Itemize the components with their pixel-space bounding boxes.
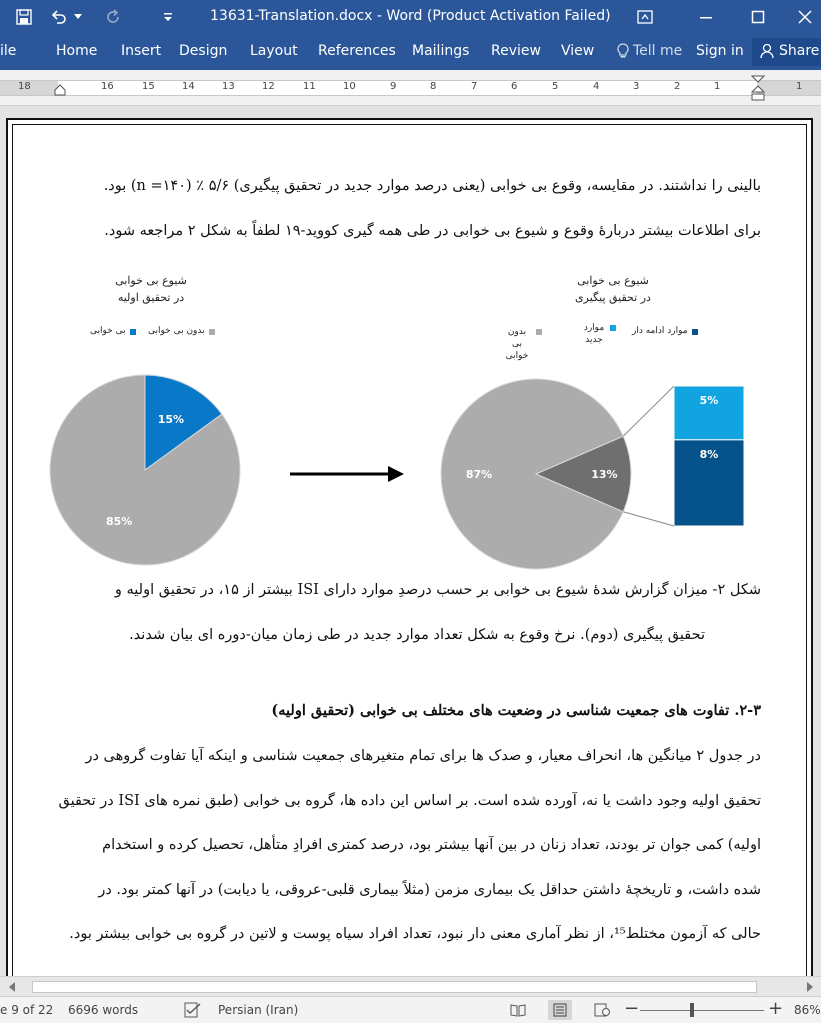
- section-heading[interactable]: ۲-۳. تفاوت های جمعیت شناسی در وضعیت های مختلف بی خوابی (تحقیق اولیه): [271, 702, 761, 719]
- save-button[interactable]: [6, 0, 42, 34]
- figure: [8, 260, 811, 570]
- ruler-number: 12: [262, 81, 275, 92]
- ruler-number: 13: [222, 81, 235, 92]
- redo-button[interactable]: [98, 0, 128, 34]
- zoom-slider-track[interactable]: [640, 1010, 764, 1011]
- ruler-margin-right: [757, 81, 821, 95]
- title-bar: [0, 0, 821, 34]
- ruler-number: 15: [142, 81, 155, 92]
- document-canvas[interactable]: [0, 106, 821, 976]
- chart-title-line: شیوع بی خوابی: [115, 274, 187, 287]
- ruler-number: 9: [390, 81, 397, 92]
- status-bar: [0, 996, 821, 1023]
- chart-title-line: شیوع بی خوابی: [577, 274, 649, 287]
- breakdown-bar-label: 8%: [699, 447, 719, 461]
- share-label: Share: [779, 43, 820, 59]
- ruler-number: 16: [101, 81, 114, 92]
- ruler-number: 5: [552, 81, 559, 92]
- tab-view[interactable]: View: [561, 43, 595, 59]
- zoom-slider-thumb[interactable]: [690, 1003, 694, 1017]
- body-line[interactable]: شده داشت، و تاریخچهٔ داشتن حداقل یک بیماری مزمن (مثلاً بیماری قلبی-عروقی، یا دیابت) در آنها کمتر بود. در: [98, 882, 761, 898]
- right-indent-marker[interactable]: [751, 72, 765, 104]
- legend-label: موارد جدید: [583, 323, 605, 345]
- tab-file[interactable]: ile: [0, 43, 17, 59]
- ruler[interactable]: [0, 70, 821, 106]
- ribbon-tabs: [0, 34, 821, 70]
- pie-slice-label: 87%: [465, 468, 493, 481]
- zoom-in-button[interactable]: +: [768, 998, 784, 1019]
- scrollbar-thumb[interactable]: [32, 981, 757, 993]
- tab-insert[interactable]: Insert: [121, 43, 162, 59]
- figure-caption-line[interactable]: شکل ۲- میزان گزارش شدهٔ شیوع بی خوابی بر حسب درصدِ موارد دارای ISI بیشتر از ۱۵، در تحقیق اولیه و: [114, 582, 761, 598]
- tab-layout[interactable]: Layout: [250, 43, 298, 59]
- minimize-button[interactable]: [686, 0, 726, 34]
- close-button[interactable]: [788, 0, 821, 34]
- save-icon: [15, 8, 33, 26]
- figure-svg: [8, 260, 811, 570]
- ruler-number: 3: [633, 81, 640, 92]
- tab-home[interactable]: Home: [56, 43, 98, 59]
- zoom-level[interactable]: 86%: [794, 1003, 821, 1017]
- paragraph-line[interactable]: بالینی را نداشتند. در مقایسه، وقوع بی خوابی (یعنی درصد موارد جدید در تحقیق پیگیری) ۵/۶ ٪ (n =۱۴۰) بود.: [103, 178, 761, 194]
- word-count[interactable]: 6696 words: [68, 1003, 139, 1017]
- undo-dropdown[interactable]: [72, 0, 84, 34]
- undo-button[interactable]: [44, 0, 74, 34]
- scroll-right-icon[interactable]: [806, 982, 814, 992]
- zoom-out-button[interactable]: −: [624, 998, 640, 1019]
- customize-icon: [163, 12, 173, 22]
- legend-label: بی خوابی: [90, 326, 126, 336]
- legend-label: بدون بی خوابی: [505, 327, 529, 361]
- share-button[interactable]: [752, 38, 821, 66]
- chart-title-line: در تحقیق پیگیری: [575, 291, 651, 304]
- read-mode-icon[interactable]: [510, 1003, 526, 1017]
- close-icon: [798, 10, 812, 24]
- ruler-track: [0, 80, 821, 96]
- ribbon-display-icon: [637, 10, 653, 24]
- body-line[interactable]: در جدول ۲ میانگین ها، انحراف معیار، و صدک ها برای تمام متغیرهای جمعیت شناسی و اینکه آیا تفاوت گروهی در: [85, 748, 761, 764]
- sign-in-link[interactable]: Sign in: [696, 43, 744, 59]
- ruler-number: 1: [714, 81, 721, 92]
- ruler-number: 1: [796, 81, 803, 92]
- left-indent-marker[interactable]: [54, 82, 66, 96]
- ruler-number: 4: [593, 81, 600, 92]
- proofing-icon[interactable]: [184, 1002, 202, 1018]
- ruler-number: 6: [511, 81, 518, 92]
- tab-references[interactable]: References: [318, 43, 396, 59]
- body-line[interactable]: اولیه) کمی جوان تر بودند، تعداد زنان در بین آنها بیشتر بود، درصد کمتری افرادِ متأهل، تحصیل کرده و استخدام: [102, 837, 761, 853]
- legend-label: بدون بی خوابی: [148, 326, 205, 336]
- ruler-number: 18: [18, 81, 31, 92]
- maximize-icon: [751, 10, 765, 24]
- minimize-icon: [699, 10, 713, 24]
- body-line[interactable]: حالی که آزمون مختلط¹⁵، از نظر آماری معنی دار نبود، تعداد افراد سیاه پوست و لاتین در گروه بی خوابی بیشتر بود.: [69, 926, 761, 942]
- tell-me-box[interactable]: [617, 43, 682, 59]
- connector-line: [623, 386, 674, 436]
- pie-slice-label: 85%: [105, 514, 133, 528]
- ruler-number: 10: [343, 81, 356, 92]
- person-icon: [760, 43, 774, 59]
- language-indicator[interactable]: Persian (Iran): [218, 1003, 299, 1017]
- ruler-number: 7: [471, 81, 478, 92]
- ribbon-display-options-button[interactable]: [630, 0, 660, 34]
- window-title: 13631-Translation.docx - Word (Product Activation Failed): [210, 8, 611, 24]
- breakdown-bar-label: 5%: [699, 394, 719, 407]
- print-layout-icon: [553, 1003, 567, 1017]
- customize-toolbar-button[interactable]: [158, 0, 178, 34]
- maximize-button[interactable]: [738, 0, 778, 34]
- ruler-number: 2: [674, 81, 681, 92]
- connector-line: [623, 512, 674, 526]
- web-layout-icon[interactable]: [594, 1003, 610, 1017]
- ruler-number: 8: [430, 81, 437, 92]
- pie-slice-label: 13%: [591, 468, 618, 481]
- horizontal-scrollbar[interactable]: [0, 976, 821, 996]
- chart-title-line: در تحقیق اولیه: [117, 291, 185, 304]
- legend-label: موارد ادامه دار: [632, 326, 688, 336]
- tell-me-label: Tell me: [633, 43, 683, 59]
- print-layout-button[interactable]: [548, 1000, 572, 1020]
- tab-mailings[interactable]: Mailings: [412, 43, 470, 59]
- tab-design[interactable]: Design: [179, 43, 228, 59]
- figure-caption-line[interactable]: تحقیق پیگیری (دوم). نرخ وقوع به شکل تعداد موارد جدید در طی زمان میان-دوره ای بیان شدند.: [129, 627, 705, 643]
- tab-review[interactable]: Review: [491, 43, 541, 59]
- arrow-icon: [388, 466, 404, 482]
- pie-slice-label: 15%: [157, 413, 185, 427]
- undo-icon: [50, 8, 68, 26]
- ruler-number: 11: [303, 81, 316, 92]
- redo-icon: [104, 8, 122, 26]
- paragraph-line[interactable]: برای اطلاعات بیشتر دربارهٔ وقوع و شیوع بی خوابی در طی همه گیری کووید-۱۹ لطفاً به شکل ۲ مراجعه شود.: [104, 223, 761, 239]
- scroll-left-icon[interactable]: [8, 982, 16, 992]
- page-count[interactable]: e 9 of 22: [0, 1003, 54, 1017]
- body-line[interactable]: تحقیق اولیه وجود داشت یا نه، آورده شده است. بر اساس این داده ها، گروه بی خوابی (طبق نمره های ISI در تحقیق: [58, 793, 761, 809]
- ruler-number: 14: [182, 81, 195, 92]
- document-page[interactable]: [6, 118, 813, 976]
- lightbulb-icon: [617, 43, 629, 59]
- chevron-down-icon: [74, 14, 82, 20]
